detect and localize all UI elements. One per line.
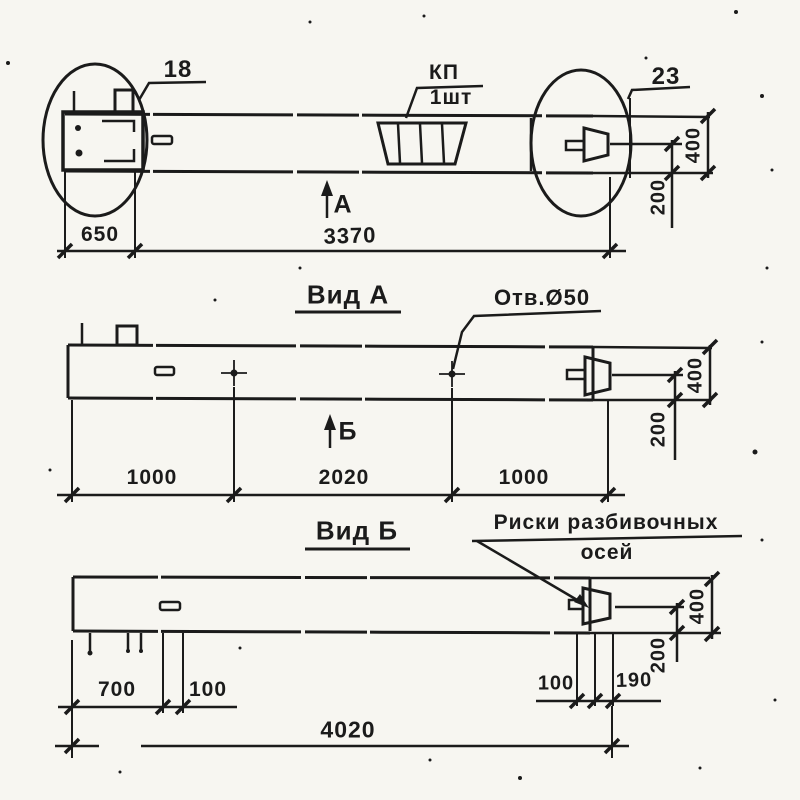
detail-ellipse-left (43, 64, 147, 216)
main-view-linework (43, 64, 715, 258)
dim-190: 190 (615, 669, 653, 692)
dim-100-right: 100 (537, 672, 575, 695)
dim-700: 700 (97, 678, 137, 701)
axis-marks-label-1: Риски разбивочных (493, 511, 719, 534)
callout-18: 18 (163, 56, 193, 83)
beam-top-edge (73, 577, 590, 578)
section-letter-b: Б (338, 417, 358, 446)
plate-qty-label: 1шт (429, 86, 473, 109)
dim-3370: 3370 (323, 222, 377, 249)
dim-400-a: 400 (684, 356, 707, 394)
top-lug (117, 326, 137, 345)
dim-1000-left: 1000 (126, 466, 178, 489)
end-key (585, 357, 610, 395)
dim-2020: 2020 (318, 466, 370, 489)
marks-label-leader (477, 541, 584, 604)
key-stub (566, 141, 584, 150)
bolt-dot (76, 150, 83, 157)
beam-bottom-edge (68, 398, 593, 400)
callout-23: 23 (651, 63, 681, 90)
plate-label: КП (429, 61, 459, 84)
hole-crosshair (221, 360, 247, 386)
axis-risk-marks (88, 633, 144, 656)
beam-top-edge (68, 345, 593, 347)
dim-200-b: 200 (647, 636, 670, 674)
slot-mark (160, 602, 180, 610)
hole-crosshair (439, 361, 465, 387)
dim-1000-right: 1000 (498, 466, 550, 489)
dim-4020: 4020 (320, 716, 376, 743)
view-a-title: Вид А (306, 279, 390, 310)
dim-200-main: 200 (647, 178, 670, 216)
slot-mark (152, 136, 172, 144)
dim-400-b: 400 (686, 587, 709, 625)
slot-mark (155, 367, 174, 375)
end-key (584, 128, 608, 161)
dim-100-left: 100 (188, 678, 228, 701)
dim-650: 650 (80, 223, 120, 246)
top-lug (115, 90, 133, 113)
dim-200-a: 200 (647, 410, 670, 448)
callout-18-leader (139, 82, 206, 100)
dim-400-main: 400 (682, 126, 705, 164)
view-b-linework (55, 536, 742, 758)
hole-label: Отв.Ø50 (493, 285, 591, 310)
section-letter-a: А (333, 190, 353, 219)
hole-label-leader (453, 311, 601, 369)
beam-bottom-edge (73, 631, 590, 633)
bolt-dot (75, 125, 81, 131)
axis-marks-label-2: осей (580, 541, 634, 564)
view-b-title: Вид Б (315, 515, 399, 546)
key-stub (567, 370, 585, 379)
